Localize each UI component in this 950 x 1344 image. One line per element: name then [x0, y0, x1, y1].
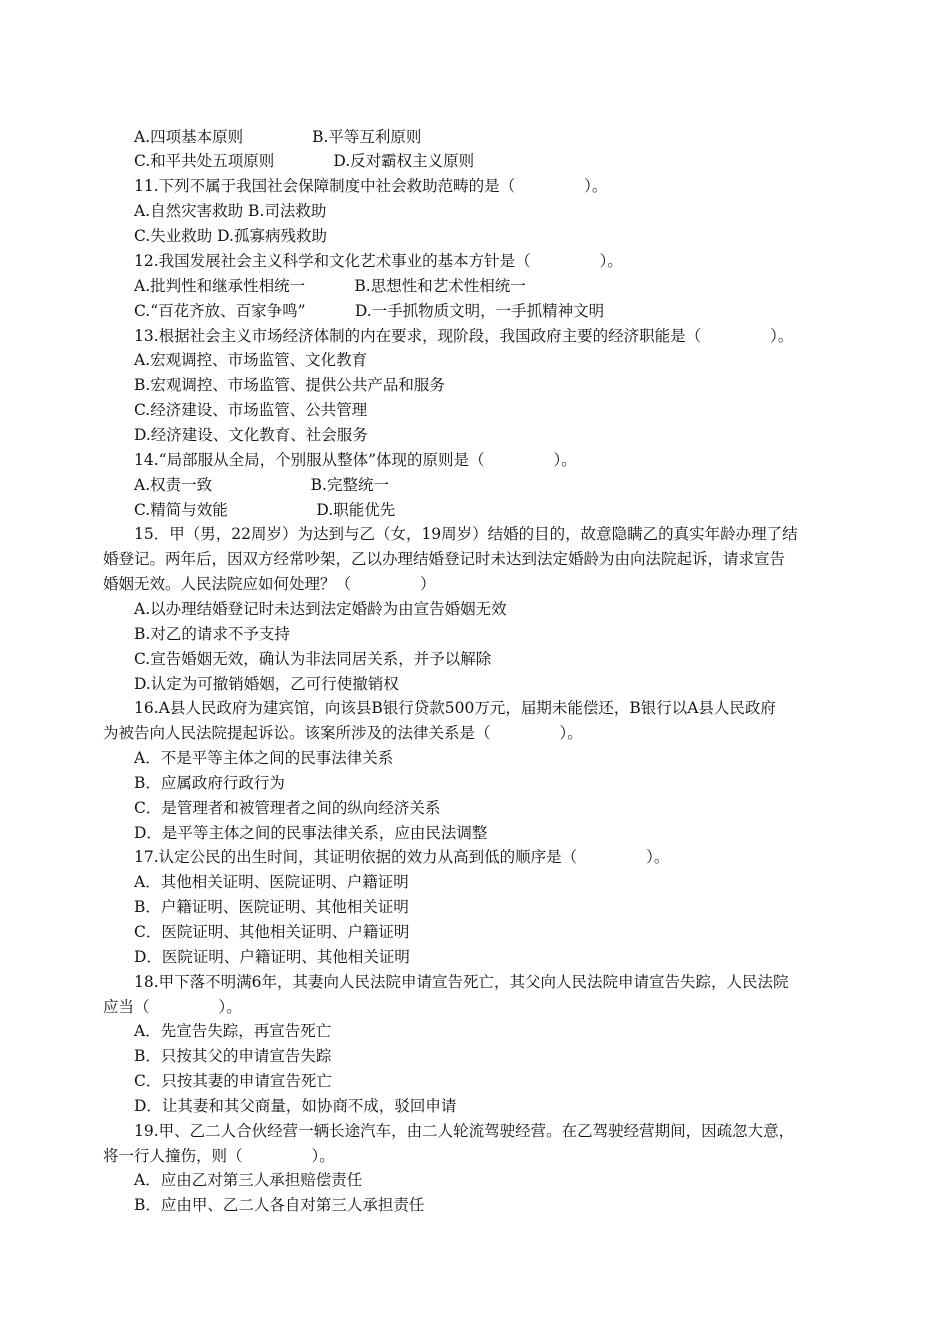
option-line: D．是平等主体之间的民事法律关系，应由民法调整: [134, 824, 488, 842]
option-line: C．只按其妻的申请宣告死亡: [134, 1072, 332, 1090]
option-line: C.精简与效能 D.职能优先: [134, 501, 396, 519]
option-line: B．户籍证明、医院证明、其他相关证明: [134, 898, 409, 916]
option-line: B．应属政府行政行为: [134, 774, 285, 792]
option-line: A.权责一致 B.完整统一: [134, 476, 389, 494]
option-line: A.以办理结婚登记时未达到法定婚龄为由宣告婚姻无效: [134, 600, 507, 618]
option-line: B．应由甲、乙二人各自对第三人承担责任: [134, 1196, 425, 1214]
option-line: C.失业救助 D.孤寡病残救助: [134, 227, 327, 245]
option-line: B.对乙的请求不予支持: [134, 625, 290, 643]
question-14: 14.“局部服从全局，个别服从整体”体现的原则是（ ）。: [134, 451, 577, 469]
question-15-cont: 婚姻无效。人民法院应如何处理？（ ）: [103, 575, 436, 593]
question-16: 16.A县人民政府为建宾馆，向该县B银行贷款500万元，届期未能偿还，B银行以A县人民政府: [134, 699, 776, 717]
question-12: 12.我国发展社会主义科学和文化艺术事业的基本方针是（ ）。: [134, 252, 623, 270]
option-line: D．让其妻和其父商量，如协商不成，驳回申请: [134, 1097, 457, 1115]
option-line: D．医院证明、户籍证明、其他相关证明: [134, 948, 410, 966]
question-13: 13.根据社会主义市场经济体制的内在要求，现阶段，我国政府主要的经济职能是（ ）。: [134, 327, 794, 345]
option-line: C.“百花齐放、百家争鸣” D.一手抓物质文明，一手抓精神文明: [134, 302, 605, 320]
option-line: A．应由乙对第三人承担赔偿责任: [134, 1171, 363, 1189]
question-17: 17.认定公民的出生时间，其证明依据的效力从高到低的顺序是（ ）。: [134, 848, 670, 866]
question-18: 18.甲下落不明满6年，其妻向人民法院申请宣告死亡，其父向人民法院申请宣告失踪，人民法院: [134, 973, 789, 991]
option-line: A.批判性和继承性相统一 B.思想性和艺术性相统一: [134, 277, 526, 295]
option-line: D.认定为可撤销婚姻，乙可行使撤销权: [134, 675, 399, 693]
question-18-cont: 应当（ ）。: [103, 998, 242, 1016]
question-16-cont: 为被告向人民法院提起诉讼。该案所涉及的法律关系是（ ）。: [103, 724, 583, 742]
option-line: A.自然灾害救助 B.司法救助: [134, 202, 327, 220]
question-15: 15．甲（男，22周岁）为达到与乙（女，19周岁）结婚的目的，故意隐瞒乙的真实年龄办理了结: [134, 525, 798, 543]
option-line: A．先宣告失踪，再宣告死亡: [134, 1022, 332, 1040]
option-line: C.宣告婚姻无效，确认为非法同居关系，并予以解除: [134, 650, 492, 668]
option-line: B.宏观调控、市场监管、提供公共产品和服务: [134, 376, 445, 394]
question-19: 19.甲、乙二人合伙经营一辆长途汽车，由二人轮流驾驶经营。在乙驾驶经营期间，因疏忽大意，: [134, 1122, 795, 1140]
option-line: B．只按其父的申请宣告失踪: [134, 1047, 332, 1065]
option-line: C．医院证明、其他相关证明、户籍证明: [134, 923, 410, 941]
question-15-cont: 婚登记。两年后，因双方经常吵架，乙以办理结婚登记时未达到法定婚龄为由向法院起诉，请求宣告: [103, 550, 786, 568]
option-line: C.经济建设、市场监管、公共管理: [134, 401, 368, 419]
option-line: A．其他相关证明、医院证明、户籍证明: [134, 873, 409, 891]
option-line: A.宏观调控、市场监管、文化教育: [134, 351, 368, 369]
option-line: C．是管理者和被管理者之间的纵向经济关系: [134, 799, 441, 817]
option-line: A．不是平等主体之间的民事法律关系: [134, 749, 394, 767]
option-line: C.和平共处五项原则 D.反对霸权主义原则: [134, 152, 475, 170]
option-line: A.四项基本原则 B.平等互利原则: [134, 128, 422, 146]
question-19-cont: 将一行人撞伤，则（ ）。: [103, 1147, 335, 1165]
option-line: D.经济建设、文化教育、社会服务: [134, 426, 368, 444]
question-11: 11.下列不属于我国社会保障制度中社会救助范畴的是（ ）。: [134, 177, 608, 195]
